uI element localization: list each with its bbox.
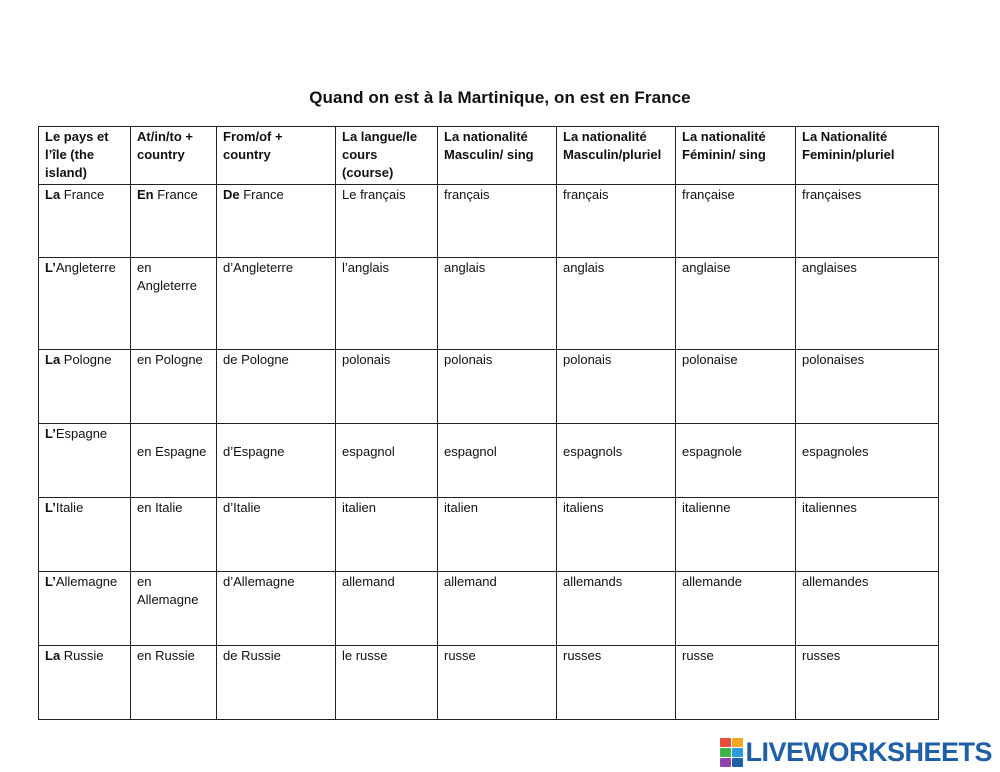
from-article: De [223,187,240,202]
country-name: Allemagne [55,574,118,589]
language-cell: allemand [336,572,438,646]
country-cell [39,424,131,498]
at-name: France [153,187,198,202]
table-row [39,424,939,498]
masc-sing-cell: polonais [438,350,557,424]
country-cell [39,646,131,720]
fem-plur-cell: allemandes [796,572,939,646]
fem-plur-cell: russes [796,646,939,720]
at-cell: en Russie [131,646,217,720]
language-cell: l’anglais [336,258,438,350]
header-cell: La nationalité Masculin/pluriel [557,127,676,185]
at-text: en Espagne [137,444,207,459]
masc-sing-cell: italien [438,498,557,572]
logo-tile [720,758,731,767]
at-cell: en Pologne [131,350,217,424]
at-cell: en Angleterre [131,258,217,350]
header-cell: La nationalité Masculin/ sing [438,127,557,185]
header-cell: Le pays et l’île (the island) [39,127,131,185]
masc-plur-cell: russes [557,646,676,720]
logo-tile [732,738,743,747]
country-name: Italie [55,500,84,515]
header-row [39,127,939,185]
table-row [39,498,939,572]
fem-plur-text: espagnoles [802,444,869,459]
fem-plur-cell [796,424,939,498]
country-article: L’ [45,426,56,441]
fem-plur-cell: italiennes [796,498,939,572]
at-cell [131,185,217,258]
country-cell [39,498,131,572]
vocabulary-table [38,126,939,720]
from-cell [217,185,336,258]
fem-sing-cell: italienne [676,498,796,572]
liveworksheets-logo-text: LIVEWORKSHEETS [745,736,992,767]
country-name: Pologne [60,352,112,367]
from-text: d’Espagne [223,444,285,459]
table-row [39,646,939,720]
masc-plur-cell: italiens [557,498,676,572]
language-text: espagnol [342,444,395,459]
from-cell: d’Italie [217,498,336,572]
header-cell: La nationalité Féminin/ sing [676,127,796,185]
logo-tile [732,758,743,767]
at-cell: en Italie [131,498,217,572]
fem-plur-cell: anglaises [796,258,939,350]
country-article: La [45,352,61,367]
header-cell: From/of + country [217,127,336,185]
masc-plur-cell: anglais [557,258,676,350]
masc-plur-cell [557,424,676,498]
table-row [39,572,939,646]
fem-sing-cell: polonaise [676,350,796,424]
country-article: L’ [45,500,56,515]
country-article: La [45,648,61,663]
language-cell: italien [336,498,438,572]
document-title: Quand on est à la Martinique, on est en France [309,88,691,107]
fem-sing-cell: française [676,185,796,258]
masc-plur-text: espagnols [563,444,623,459]
country-name: France [60,187,105,202]
masc-sing-cell: russe [438,646,557,720]
masc-sing-cell: anglais [438,258,557,350]
from-cell [217,424,336,498]
country-cell [39,185,131,258]
at-cell: en Allemagne [131,572,217,646]
fem-sing-cell: russe [676,646,796,720]
liveworksheets-logo-icon [720,738,742,766]
language-cell: Le français [336,185,438,258]
table-row [39,185,939,258]
country-name: Angleterre [55,260,116,275]
fem-sing-cell: anglaise [676,258,796,350]
header-cell: At/in/to + country [131,127,217,185]
country-cell [39,572,131,646]
masc-sing-cell [438,424,557,498]
language-cell [336,424,438,498]
logo-tile [720,738,731,747]
header-cell: La langue/le cours (course) [336,127,438,185]
header-cell: La Nationalité Feminin/pluriel [796,127,939,185]
masc-sing-cell: français [438,185,557,258]
table-row [39,350,939,424]
at-cell [131,424,217,498]
masc-sing-cell: allemand [438,572,557,646]
fem-plur-cell: polonaises [796,350,939,424]
at-article: En [137,187,154,202]
from-cell: de Pologne [217,350,336,424]
liveworksheets-logo [720,736,992,768]
fem-sing-cell: allemande [676,572,796,646]
country-article: La [45,187,61,202]
from-cell: d’Angleterre [217,258,336,350]
masc-plur-cell: français [557,185,676,258]
country-name: Russie [60,648,104,663]
from-name: France [239,187,284,202]
from-cell: d’Allemagne [217,572,336,646]
country-article: L’ [45,574,56,589]
country-article: L’ [45,260,56,275]
language-cell: polonais [336,350,438,424]
table-row [39,258,939,350]
logo-tile [732,748,743,757]
fem-plur-cell: françaises [796,185,939,258]
country-cell [39,258,131,350]
masc-plur-cell: allemands [557,572,676,646]
masc-plur-cell: polonais [557,350,676,424]
logo-tile [720,748,731,757]
language-cell: le russe [336,646,438,720]
country-name: Espagne [55,426,108,441]
fem-sing-cell [676,424,796,498]
masc-sing-text: espagnol [444,444,497,459]
from-cell: de Russie [217,646,336,720]
country-cell [39,350,131,424]
fem-sing-text: espagnole [682,444,742,459]
